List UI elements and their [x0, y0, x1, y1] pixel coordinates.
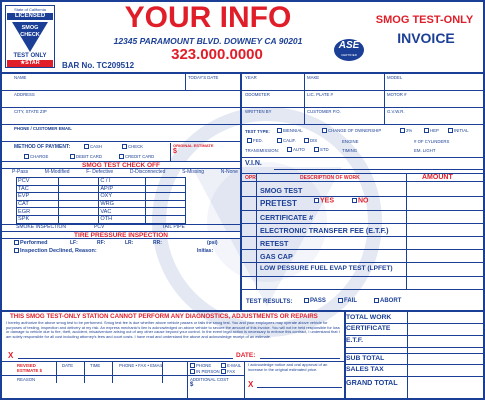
std-label: STD	[320, 147, 329, 152]
vin-label: V.I.N.	[245, 160, 262, 167]
city-field[interactable]	[14, 114, 238, 123]
vin-field[interactable]	[274, 160, 484, 170]
revised-reason-label: REASON	[17, 377, 36, 382]
todays-date-label: TODAY'S DATE	[188, 75, 219, 80]
table-row	[17, 208, 186, 216]
revised-ack: I acknowledge notice and oral approval of an increase in the original estimated price.	[248, 362, 328, 372]
make-label: MAKE	[307, 75, 320, 80]
opt-change-owner[interactable]	[322, 128, 381, 133]
ase-logo	[334, 39, 364, 61]
legend-missing: S-Missing	[182, 169, 205, 175]
original-estimate-box[interactable]	[170, 143, 240, 161]
work-item-retest: RETEST	[260, 239, 289, 248]
opt-hep[interactable]	[424, 128, 439, 133]
work-item-certificate: CERTIFICATE #	[260, 213, 313, 222]
opt-initial[interactable]	[448, 128, 469, 133]
badge-state: State of California	[14, 7, 46, 12]
ase-sub: CERTIFIED	[341, 53, 357, 57]
address-field[interactable]	[14, 97, 238, 106]
two-pct-checkbox[interactable]	[400, 128, 405, 133]
total-work-label: TOTAL WORK	[346, 314, 392, 321]
charge-checkbox[interactable]	[24, 154, 29, 159]
check-label: CHECK	[128, 144, 144, 149]
opt-2pct[interactable]	[400, 128, 412, 133]
desc-label: DESCRIPTION OF WORK	[300, 175, 360, 181]
work-header	[242, 173, 485, 182]
revised-fax-label: FAX	[227, 369, 236, 374]
yes-checkbox[interactable]	[314, 198, 319, 203]
revised-time-label: TIME	[90, 363, 101, 368]
checkoff-box[interactable]	[146, 193, 186, 201]
credit-checkbox[interactable]	[119, 154, 124, 159]
revised-contact-label: PHONE • FAX • EMAIL	[119, 363, 164, 368]
performed-checkbox[interactable]	[14, 240, 19, 245]
work-item-gas-cap: GAS CAP	[260, 252, 293, 261]
address-label: ADDRESS	[14, 92, 35, 97]
badge-smog: SMOG	[21, 25, 39, 31]
pretest-yes[interactable]	[314, 198, 334, 203]
auto-label: AUTO	[293, 147, 305, 152]
change-owner-checkbox[interactable]	[322, 128, 327, 133]
biennial-label: BIENNIAL	[283, 128, 303, 133]
cylinders-label: # OF CYLINDERS	[414, 139, 450, 144]
license-label: LIC. PLATE #	[307, 92, 333, 97]
payment-charge[interactable]	[24, 154, 48, 159]
doc-title: SMOG TEST-ONLY	[375, 14, 474, 26]
checkoff-box[interactable]	[59, 185, 99, 193]
no-label: NO	[358, 197, 369, 205]
phone-label: PHONE / CUSTOMER EMAIL	[14, 126, 72, 131]
checkoff-box[interactable]	[59, 215, 99, 223]
revised-in-person-label: IN PERSON	[196, 369, 220, 374]
pass-label: PASS	[310, 298, 326, 305]
tire-lf: LF:	[70, 240, 78, 246]
checkoff-item: PCV	[17, 178, 59, 186]
table-row	[17, 185, 186, 193]
disclaimer-title: THIS SMOG TEST-ONLY STATION CANNOT PERFORM ANY DIAGNOSTICS, ADJUSTMENTS OR REPAIRS	[10, 313, 318, 320]
engine-label: ENGINE	[342, 139, 359, 144]
test-type-label: TEST TYPE:	[245, 129, 270, 134]
work-item-lpfet: LOW PESSURE FUEL EVAP TEST (LPFET)	[260, 265, 393, 272]
opt-auto[interactable]	[287, 147, 305, 152]
original-estimate-dollar: $	[173, 148, 177, 155]
dis-checkbox[interactable]	[304, 138, 309, 143]
revised-additional-label: ADDITIONAL COST	[190, 377, 229, 382]
pretest-no[interactable]	[352, 198, 369, 203]
date-line[interactable]	[260, 358, 340, 359]
checkoff-item: EVP	[17, 193, 59, 201]
total-work-field[interactable]	[409, 313, 484, 322]
work-item-pretest: PRETEST	[260, 199, 297, 208]
payment-label: METHOD OF PAYMENT:	[14, 144, 71, 150]
shop-name: YOUR INFO	[124, 1, 292, 34]
std-checkbox[interactable]	[314, 147, 319, 152]
checkoff-box[interactable]	[146, 215, 186, 223]
bar-number: BAR No. TC209512	[62, 61, 135, 70]
checkoff-box[interactable]	[59, 178, 99, 186]
checkoff-item: TAC	[17, 185, 59, 193]
sales-tax-label: SALES TAX	[346, 366, 384, 373]
yes-label: YES	[320, 197, 335, 205]
payment-debit[interactable]	[70, 154, 102, 159]
credit-label: CREDIT CARD	[125, 154, 155, 159]
phone-field[interactable]	[14, 131, 238, 140]
checkoff-item: SPK	[17, 215, 59, 223]
revised-in-person-checkbox[interactable]	[190, 369, 195, 374]
revised-email[interactable]	[221, 363, 241, 368]
legend-pass: P-Pass	[12, 169, 29, 175]
smoke-pcv-label: PCV	[94, 224, 105, 230]
original-estimate-label: ORIGINAL ESTIMATE	[173, 143, 214, 148]
ase-text: ASE	[338, 40, 360, 51]
checkoff-item: AP/P	[99, 185, 146, 193]
calif-label: CALIF.	[283, 138, 296, 143]
initial-checkbox[interactable]	[448, 128, 453, 133]
written-by-label: WRITTEN BY	[245, 109, 272, 114]
checkoff-grid	[16, 177, 186, 224]
revised-additional-dollar: $	[190, 382, 194, 388]
result-pass[interactable]	[304, 298, 326, 304]
revised-in-person[interactable]	[190, 369, 220, 374]
change-owner-label: CHANGE OF OWNERSHIP	[328, 128, 382, 133]
charge-label: CHARGE	[30, 154, 49, 159]
shop-phone: 323.000.0000	[171, 46, 263, 63]
payment-cash[interactable]	[84, 144, 102, 149]
payment-check[interactable]	[122, 144, 143, 149]
result-fail[interactable]	[338, 298, 357, 304]
checkoff-item: WRG	[99, 200, 146, 208]
tire-psi: (psi)	[207, 240, 218, 246]
checkoff-box[interactable]	[146, 208, 186, 216]
cash-label: CASH	[90, 144, 102, 149]
badge-check: CHECK	[20, 32, 40, 38]
tire-performed[interactable]	[14, 240, 48, 246]
doc-subtitle: INVOICE	[397, 30, 455, 46]
timing-label: TIMING	[342, 148, 358, 153]
checkoff-title: SMOG TEST CHECK OFF	[2, 161, 240, 169]
calif-checkbox[interactable]	[277, 138, 282, 143]
revised-email-label: E-MAIL	[227, 363, 242, 368]
cash-checkbox[interactable]	[84, 144, 89, 149]
table-row	[17, 200, 186, 208]
performed-label: Performed	[20, 239, 48, 246]
transmission-label: TRANSMISSION:	[245, 148, 279, 153]
debit-checkbox[interactable]	[70, 154, 75, 159]
work-item-etf: ELECTRONIC TRANSFER FEE (E.T.F.)	[260, 226, 389, 235]
tire-lr: LR:	[125, 240, 134, 246]
checkoff-item: OXY	[99, 193, 146, 201]
test-results-label: TEST RESULTS:	[246, 299, 293, 305]
city-label: CITY, STATE ZIP	[14, 109, 47, 114]
opt-std[interactable]	[314, 147, 329, 152]
motor-label: MOTOR #	[387, 92, 407, 97]
customer-po-label: CUSTOMER P.O.	[307, 109, 341, 114]
grand-total-field[interactable]	[409, 378, 484, 388]
tire-title: TIRE PRESSURE INSPECTION	[2, 231, 240, 239]
auto-checkbox[interactable]	[287, 147, 292, 152]
revised-fax-checkbox[interactable]	[221, 369, 226, 374]
revised-sign-x: X	[248, 380, 254, 389]
odometer-label: ODOMETER	[245, 92, 270, 97]
revised-phone-checkbox[interactable]	[190, 363, 195, 368]
revised-phone[interactable]	[190, 363, 211, 368]
date-label: DATE:	[236, 352, 256, 359]
legend-disconnected: D-Disconnected	[129, 169, 166, 175]
name-field[interactable]	[14, 80, 182, 89]
hep-label: HEP	[430, 128, 439, 133]
declined-label: Inspection Declined, Reason:	[20, 247, 97, 254]
checkoff-box[interactable]	[146, 200, 186, 208]
tire-initials: Initias:	[197, 248, 214, 254]
revised-fax[interactable]	[221, 369, 235, 374]
badge-test-only: TEST ONLY	[13, 53, 47, 59]
checkoff-box[interactable]	[59, 193, 99, 201]
biennial-checkbox[interactable]	[277, 128, 282, 133]
smog-check-badge	[5, 5, 55, 68]
checkoff-box[interactable]	[146, 178, 186, 186]
revised-phone-label: PHONE	[196, 363, 212, 368]
smoke-inspection-label: SMOKE INSPECTION	[16, 224, 67, 230]
revised-sign-line[interactable]	[257, 387, 342, 388]
fail-label: FAIL	[344, 298, 357, 305]
checkoff-legend	[12, 170, 238, 175]
declined-checkbox[interactable]	[14, 248, 19, 253]
revised-email-checkbox[interactable]	[221, 363, 226, 368]
checkoff-box[interactable]	[59, 208, 99, 216]
checkoff-item: OTH	[99, 215, 146, 223]
test-type-section	[242, 127, 485, 158]
em-light-label: EM. LIGHT	[414, 148, 436, 153]
sub-total-label: SUB TOTAL	[346, 355, 385, 362]
year-label: YEAR	[245, 75, 257, 80]
etf-total-label: E.T.F.	[346, 337, 363, 344]
payment-credit[interactable]	[119, 154, 154, 159]
checkoff-item: EGR	[17, 208, 59, 216]
smoke-tail-label: TAIL PIPE	[162, 224, 185, 230]
revised-date-label: DATE	[62, 363, 74, 368]
abort-label: ABORT	[380, 298, 402, 305]
checkoff-box[interactable]	[146, 185, 186, 193]
certificate-total-label: CERTIFICATE	[346, 325, 391, 332]
checkoff-item: C / I	[99, 178, 146, 186]
opr-label: OPR.	[245, 175, 258, 181]
opt-calif[interactable]	[277, 138, 296, 143]
checkoff-item: CAT	[17, 200, 59, 208]
work-item-smog-test: SMOG TEST	[260, 186, 303, 195]
shop-address: 12345 PARAMOUNT BLVD. DOWNEY CA 90201	[113, 36, 303, 46]
name-label: NAME	[14, 75, 27, 80]
model-label: MODEL	[387, 75, 403, 80]
table-row	[17, 178, 186, 186]
opt-biennial[interactable]	[277, 128, 303, 133]
badge-star: ★STAR	[7, 60, 53, 67]
no-checkbox[interactable]	[352, 198, 357, 203]
initial-label: INITIAL	[454, 128, 469, 133]
result-abort[interactable]	[374, 298, 401, 304]
abort-checkbox[interactable]	[374, 298, 379, 303]
disclaimer-body: I hereby authorize the above smog test to be performed. Smog test fee is due whether above vehicle passes or fails the smog test. You and your employees may operate above vehicle for purposes of testing, inspection and delivery at my risk. An express mechanic's lien is acknowledged on above vehicle to secure the amount of this invoice. You will not be held responsible for loss or damage to vehicle due to fire, theft, accident, misadventure arising out of any other cause beyond your control. In the event legal action is necessary to enforce this contract, I understand that I am solely responsible for all cost including attorney's fees and court costs. I have read and understand the above and acknowledge receipt of an estimate.	[6, 320, 340, 339]
dis-label: DIS	[310, 138, 318, 143]
tire-declined[interactable]	[14, 248, 97, 254]
gvwr-label: G.V.W.R.	[387, 109, 405, 114]
todays-date-field[interactable]	[188, 80, 238, 89]
signature-line[interactable]	[18, 358, 233, 359]
check-checkbox[interactable]	[122, 144, 127, 149]
checkoff-item: VAC	[99, 208, 146, 216]
fed-label: FED.	[253, 138, 263, 143]
table-row	[17, 215, 186, 223]
tire-rf: RF:	[97, 240, 106, 246]
checkoff-box[interactable]	[59, 200, 99, 208]
tire-rr: RR:	[153, 240, 162, 246]
debit-label: DEBIT CARD	[76, 154, 102, 159]
fail-checkbox[interactable]	[338, 298, 343, 303]
legend-none: N-None	[220, 169, 238, 175]
table-row	[17, 193, 186, 201]
legend-defective: F- Defective	[86, 169, 114, 175]
legend-modified: M-Modified	[44, 169, 70, 175]
opt-dis[interactable]	[304, 138, 317, 143]
opt-fed[interactable]	[247, 138, 263, 143]
revised-label: REVISED	[17, 363, 36, 368]
grand-total-label: GRAND TOTAL	[346, 378, 398, 387]
two-pct-label: 2%	[406, 128, 413, 133]
badge-licensed: LICENSED	[7, 13, 53, 20]
fed-checkbox[interactable]	[247, 138, 252, 143]
revised-estimate-label: ESTIMATE $	[17, 368, 42, 373]
hep-checkbox[interactable]	[424, 128, 429, 133]
amount-label: AMOUNT	[422, 174, 453, 181]
pass-checkbox[interactable]	[304, 298, 309, 303]
signature-x: X	[8, 351, 14, 360]
